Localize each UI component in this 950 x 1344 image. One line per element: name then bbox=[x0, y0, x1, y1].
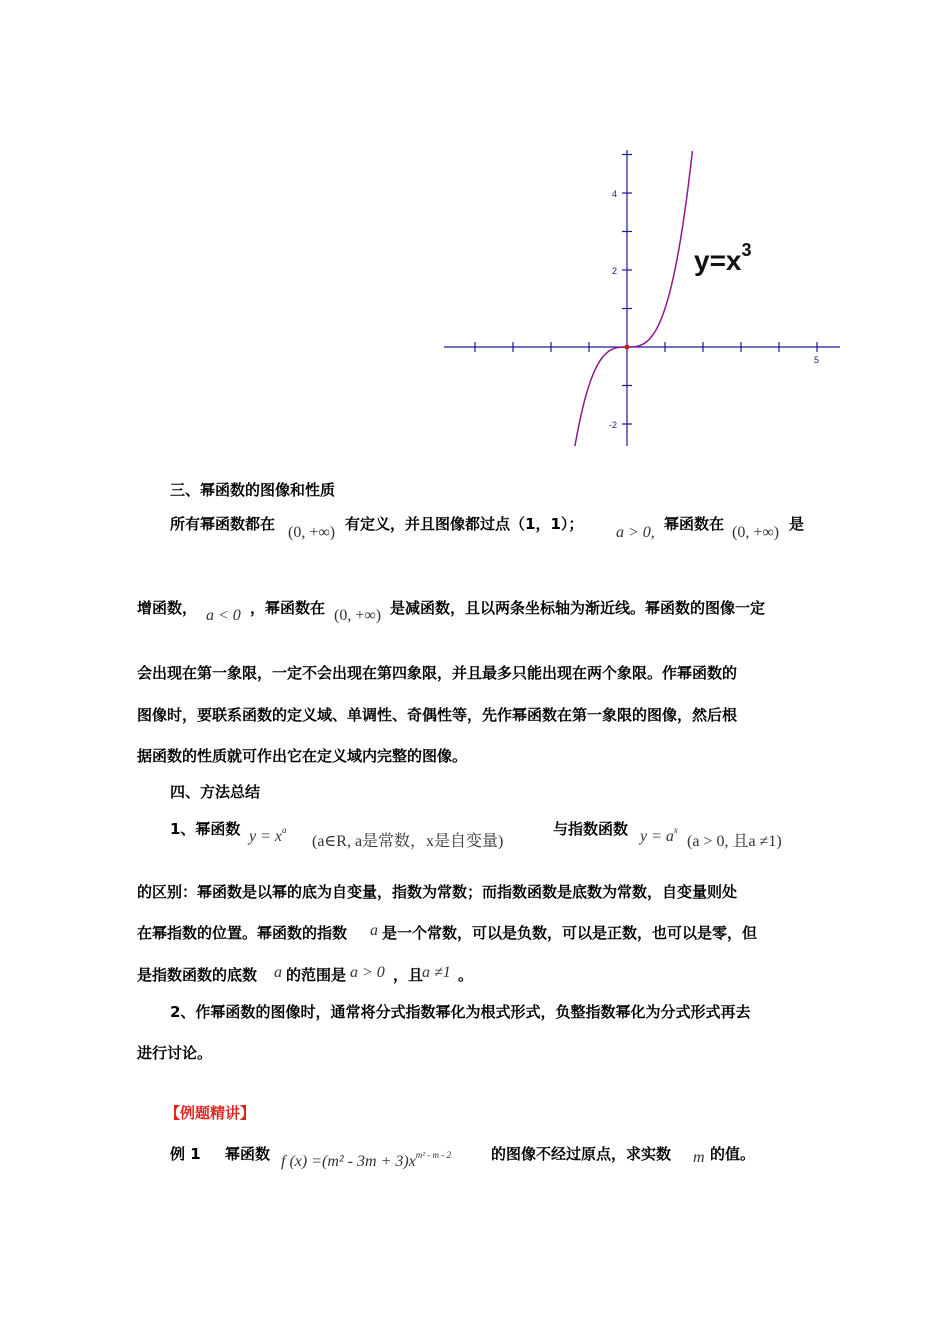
section3-p2-a: 增函数， bbox=[137, 599, 198, 617]
graph-axes bbox=[444, 150, 840, 446]
section3-p1-d: 是 bbox=[789, 515, 805, 533]
section3-line5: 据函数的性质就可作出它在定义域内完整的图像。 bbox=[137, 747, 468, 765]
example1-formula-base: f (x) =(m² - 3m + 3)x bbox=[281, 1153, 416, 1170]
curve-label bbox=[694, 240, 752, 276]
y-tick-label-neg2: -2 bbox=[609, 420, 618, 430]
exp-formula-exp: x bbox=[673, 825, 678, 835]
examples-heading: 【例题精讲】 bbox=[165, 1104, 256, 1122]
interval-2: (0, +∞) bbox=[732, 524, 780, 541]
section3-line3: 会出现在第一象限，一定不会出现在第四象限，并且最多只能出现在两个象限。作幂函数的 bbox=[137, 664, 738, 682]
cond-a-negative: a < 0 bbox=[206, 607, 241, 624]
example1-formula bbox=[281, 1150, 451, 1171]
example1-label: 例 1 bbox=[170, 1145, 201, 1163]
section4-line4-a: 是指数函数的底数 bbox=[137, 966, 258, 984]
section4-line3-b: 是一个常数，可以是负数，可以是正数，也可以是零，但 bbox=[382, 924, 758, 942]
power-formula-exp: a bbox=[282, 825, 287, 835]
curve-label-base: y=x bbox=[694, 245, 742, 276]
section3-line4: 图像时，要联系函数的定义域、单调性、奇偶性等，先作幂函数在第一象限的图像，然后根 bbox=[137, 706, 738, 724]
example1-var-m: m bbox=[693, 1149, 705, 1166]
power-formula-base: y = x bbox=[249, 828, 282, 845]
example1-text-a: 幂函数 bbox=[225, 1145, 271, 1163]
section4-line3-a: 在幂指数的位置。幂函数的指数 bbox=[137, 924, 348, 942]
cond-a-ne-1: a ≠1 bbox=[422, 964, 451, 981]
section4-item1-b: 与指数函数 bbox=[553, 820, 629, 838]
example1-text-c: 的值。 bbox=[710, 1145, 756, 1163]
cubic-function-graph bbox=[0, 0, 950, 470]
cond-a-gt-0: a > 0 bbox=[350, 964, 385, 981]
example1-formula-exp: m² - m - 2 bbox=[415, 1150, 451, 1160]
section4-item2-b: 进行讨论。 bbox=[137, 1044, 213, 1062]
section4-line4-c: ，且 bbox=[393, 966, 424, 984]
var-a-2: a bbox=[274, 964, 282, 981]
section4-item1-a: 1、幂函数 bbox=[170, 820, 241, 838]
section3-p2-c: 是减函数，且以两条坐标轴为渐近线。幂函数的图像一定 bbox=[390, 599, 766, 617]
x-tick-label-5: 5 bbox=[814, 355, 820, 365]
origin-point bbox=[625, 345, 630, 350]
section3-p1-b: 有定义，并且图像都过点（1，1）； bbox=[345, 515, 584, 533]
y-tick-label-4: 4 bbox=[612, 189, 618, 199]
curve-label-exp: 3 bbox=[741, 240, 752, 260]
cubic-curve bbox=[575, 151, 693, 446]
var-a-1: a bbox=[370, 922, 378, 939]
cond-a-positive: a > 0, bbox=[616, 524, 655, 541]
interval-3: (0, +∞) bbox=[334, 607, 382, 624]
power-function-condition: (a∈R, a是常数，x是自变量) bbox=[312, 833, 504, 850]
section4-line4-b: 的范围是 bbox=[286, 966, 347, 984]
example1-text-b: 的图像不经过原点，求实数 bbox=[491, 1145, 672, 1163]
y-tick-label-2: 2 bbox=[612, 266, 618, 276]
section3-p2-b: ，幂函数在 bbox=[250, 599, 326, 617]
section4-item2-a: 2、作幂函数的图像时，通常将分式指数幂化为根式形式，负整指数幂化为分式形式再去 bbox=[170, 1003, 751, 1021]
power-function-formula bbox=[249, 825, 287, 846]
section4-line4-d: 。 bbox=[458, 966, 474, 984]
section4-heading: 四、方法总结 bbox=[170, 783, 261, 801]
section4-line2: 的区别：幂函数是以幂的底为自变量，指数为常数；而指数函数是底数为常数，自变量则处 bbox=[137, 883, 738, 901]
graph-ticks bbox=[475, 155, 820, 425]
exp-formula-base: y = a bbox=[640, 828, 674, 845]
section3-p1-c: 幂函数在 bbox=[664, 515, 725, 533]
interval-1: (0, +∞) bbox=[288, 524, 336, 541]
section3-heading: 三、幂函数的图像和性质 bbox=[170, 481, 336, 499]
exp-function-condition: (a > 0, 且a ≠1) bbox=[687, 833, 782, 850]
exp-function-formula bbox=[640, 825, 678, 846]
section3-p1-a: 所有幂函数都在 bbox=[170, 515, 276, 533]
